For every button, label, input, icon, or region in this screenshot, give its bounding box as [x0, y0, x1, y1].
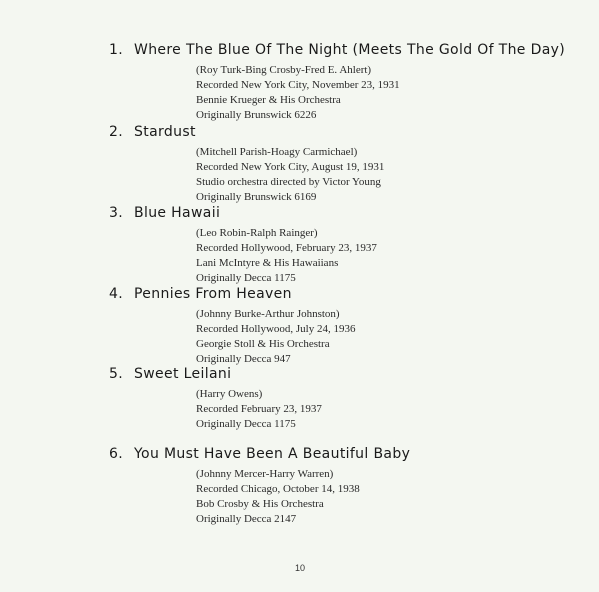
track-original-release: Originally Brunswick 6226 — [196, 109, 317, 121]
track-number: 1. — [109, 42, 123, 58]
track-writers: (Roy Turk-Bing Crosby-Fred E. Ahlert) — [196, 64, 372, 76]
track-recorded: Recorded New York City, August 19, 1931 — [196, 161, 385, 173]
track-number: 3. — [109, 205, 123, 221]
track-original-release: Originally Decca 1175 — [196, 272, 296, 284]
track-writers: (Mitchell Parish-Hoagy Carmichael) — [196, 146, 358, 158]
track-original-release: Originally Brunswick 6169 — [196, 191, 317, 203]
track-details — [196, 145, 384, 205]
track-artist: Studio orchestra directed by Victor Young — [196, 176, 381, 188]
track-details — [196, 307, 355, 367]
track-title: Sweet Leilani — [134, 366, 232, 382]
track-original-release: Originally Decca 947 — [196, 353, 291, 365]
track-number: 5. — [109, 366, 123, 382]
track-number: 2. — [109, 124, 123, 140]
track-title: Where The Blue Of The Night (Meets The Gold Of The Day) — [134, 42, 566, 58]
track-number: 4. — [109, 286, 123, 302]
track-title: Pennies From Heaven — [134, 286, 292, 302]
track-artist: Georgie Stoll & His Orchestra — [196, 338, 330, 350]
track-original-release: Originally Decca 1175 — [196, 418, 296, 430]
track-writers: (Leo Robin-Ralph Rainger) — [196, 227, 318, 239]
track-details — [196, 387, 322, 432]
track-recorded: Recorded February 23, 1937 — [196, 403, 322, 415]
track-number: 6. — [109, 446, 123, 462]
page-number: 10 — [294, 563, 305, 573]
track-artist: Bennie Krueger & His Orchestra — [196, 94, 341, 106]
track-details — [196, 467, 360, 527]
track-writers: (Johnny Mercer-Harry Warren) — [196, 468, 334, 480]
track-original-release: Originally Decca 2147 — [196, 513, 297, 525]
track-recorded: Recorded Hollywood, February 23, 1937 — [196, 242, 377, 254]
track-artist: Bob Crosby & His Orchestra — [196, 498, 324, 510]
track-title: Stardust — [134, 124, 196, 140]
track-recorded: Recorded Hollywood, July 24, 1936 — [196, 323, 356, 335]
track-recorded: Recorded Chicago, October 14, 1938 — [196, 483, 360, 495]
track-artist: Lani McIntyre & His Hawaiians — [196, 257, 339, 269]
track-details — [196, 226, 377, 286]
track-writers: (Johnny Burke-Arthur Johnston) — [196, 308, 340, 320]
track-title: Blue Hawaii — [134, 205, 221, 221]
track-writers: (Harry Owens) — [196, 388, 263, 400]
track-details — [196, 63, 400, 123]
track-recorded: Recorded New York City, November 23, 1931 — [196, 79, 400, 91]
track-title: You Must Have Been A Beautiful Baby — [134, 446, 411, 462]
